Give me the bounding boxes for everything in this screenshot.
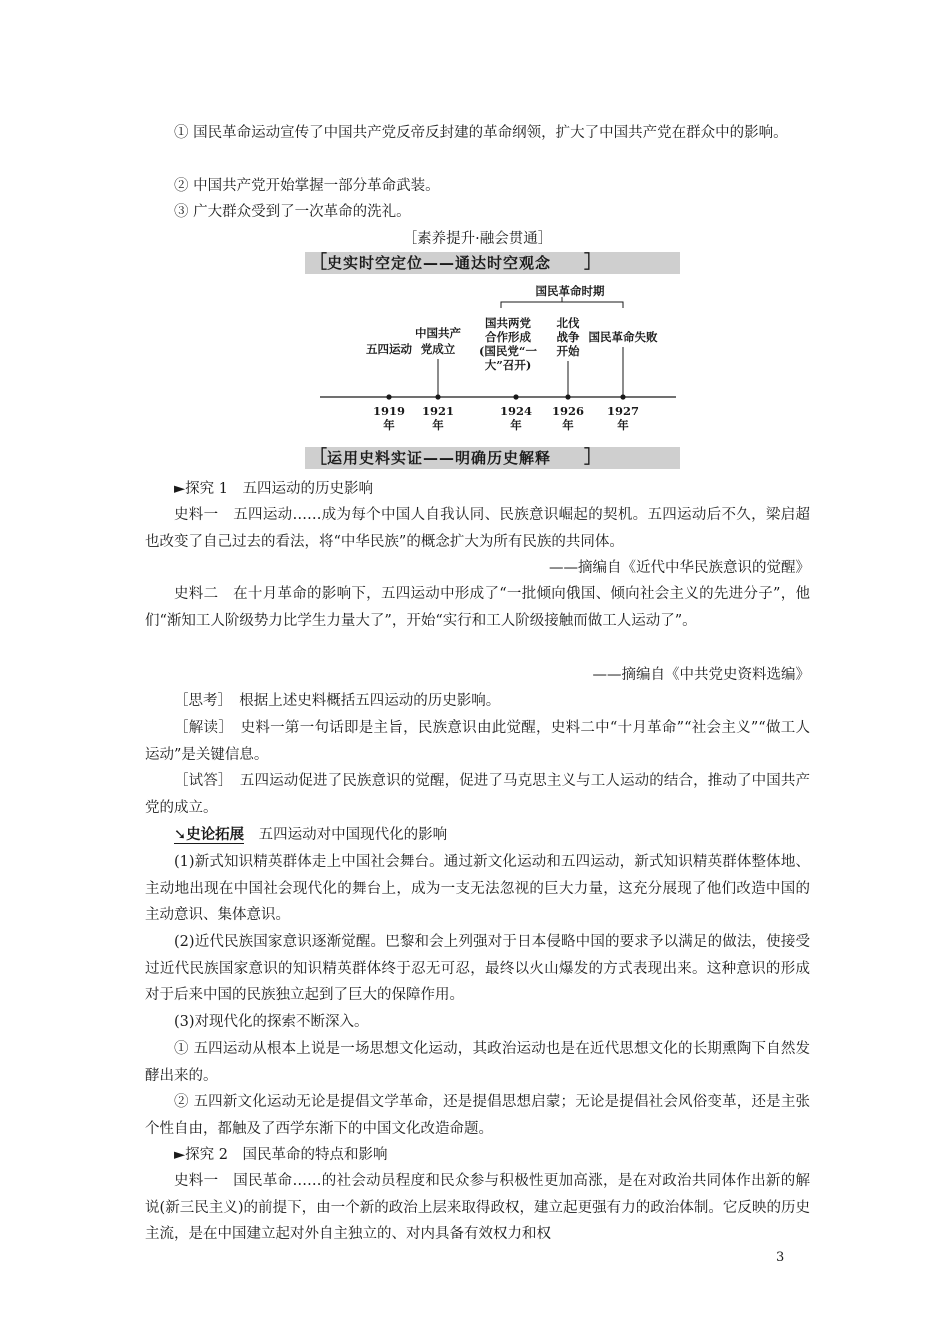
dot-1927 [620,394,625,399]
inquiry1-source1: 史料一 五四运动……成为每个中国人自我认同、民族意识崛起的契机。五四运动后不久，梁启超也改变了自己过去的看法，将“中华民族”的概念扩大为所有民族的共同体。 [145,507,810,550]
inquiry1-source2-cite: ——摘编自《中共党史资料选编》 [592,667,810,683]
event-label-1921-line1: 中国共产 [415,326,461,340]
event-label-1924-line3: (国民党“一 [478,344,538,358]
dot-1919 [386,394,391,399]
inquiry1-interpret: ［解读］ 史料一第一句话即是主旨，民族意识由此觉醒，史料二中“十月革命”“社会主义”“做工人运动”是关键信息。 [145,720,810,763]
event-label-1926-line2: 战争 [556,330,580,344]
event-label-1919: 五四运动 [366,342,412,356]
year-1921: 1921 [421,404,455,418]
intro-item-3: ③ 广大群众受到了一次革命的洗礼。 [174,204,411,220]
inquiry1-source1-cite: ——摘编自《近代中华民族意识的觉醒》 [549,560,810,576]
extension-paragraph-2: (2)近代民族国家意识逐渐觉醒。巴黎和会上列强对于日本侵略中国的要求予以满足的做法，使接受过近代民族国家意识的知识精英群体终于忍无可忍，最终以火山爆发的方式表现出来。这种意识的形成对于后来中国的民族独立起到了巨大的保障作用。 [145,934,810,1003]
timeline-diagram [318,283,678,438]
year-unit-1919: 年 [383,418,395,432]
year-unit-1921: 年 [432,418,444,432]
extension-paragraph-4: ① 五四运动从根本上说是一场思想文化运动，其政治运动也是在近代思想文化的长期熏陶下自然发酵出来的。 [145,1041,810,1084]
extension-title: 五四运动对中国现代化的影响 [258,827,448,843]
inquiry2-source1: 史料一 国民革命……的社会动员程度和民众参与积极性更加高涨，是在对政治共同体作出新的解说(新三民主义)的前提下，由一个新的政治上层来取得政权，建立起更强有力的政治体制。它反映的历史主流，是在中国建立起对外自主独立的、对内具备有效权力和权 [145,1173,810,1242]
event-label-1924-line1: 国共两党 [485,316,531,330]
extension-paragraph-3: (3)对现代化的探索不断深入。 [174,1014,369,1030]
page-number: 3 [776,1250,785,1265]
banner-right-bracket: ］ [584,252,602,273]
inquiry1-answer: ［试答］ 五四运动促进了民族意识的觉醒，促进了马克思主义与工人运动的结合，推动了中国共产党的成立。 [145,773,810,816]
banner-left-bracket: ［ [309,252,327,273]
extension-heading [145,822,810,849]
event-label-1921-line2: 党成立 [420,342,456,356]
inquiry2-title: ►探究 2 国民革命的特点和影响 [174,1147,388,1163]
year-unit-1924: 年 [510,418,522,432]
dot-1926 [565,394,570,399]
section-heading: ［素养提升·融会贯通］ [402,231,553,247]
inquiry1-think: ［思考］ 根据上述史料概括五四运动的历史影响。 [174,693,501,709]
banner-title: 运用史料实证——明确历史解释 [327,449,552,467]
dot-1921 [435,394,440,399]
event-label-1926-line1: 北伐 [556,316,580,330]
event-label-1927: 国民革命失败 [588,330,658,344]
year-1926: 1926 [551,404,585,418]
year-1919: 1919 [372,404,406,418]
year-unit-1926: 年 [562,418,574,432]
year-1924: 1924 [499,404,533,418]
year-1927: 1927 [606,404,640,418]
extension-paragraph-5: ② 五四新文化运动无论是提倡文学革命，还是提倡思想启蒙；无论是提倡社会风俗变革，还是主张个性自由，都触及了西学东渐下的中国文化改造命题。 [145,1094,810,1137]
banner-title: 史实时空定位——通达时空观念 [327,254,552,272]
extension-paragraph-1: (1)新式知识精英群体走上中国社会舞台。通过新文化运动和五四运动，新式知识精英群体整体地、主动地出现在中国社会现代化的舞台上，成为一支无法忽视的巨大力量，这充分展现了他们改造中国的主动意识、集体意识。 [145,854,810,923]
intro-item-2: ② 中国共产党开始掌握一部分革命武装。 [174,178,440,194]
inquiry1-title: ►探究 1 五四运动的历史影响 [174,481,373,497]
banner-right-bracket: ］ [584,447,602,468]
period-label: 国民革命时期 [535,284,605,298]
event-label-1924-line4: 大”召开) [484,358,532,372]
year-unit-1927: 年 [617,418,629,432]
event-label-1926-line3: 开始 [556,344,580,358]
event-label-1924-line2: 合作形成 [485,330,531,344]
intro-item-1: ① 国民革命运动宣传了中国共产党反帝反封建的革命纲领，扩大了中国共产党在群众中的影响。 [174,125,788,141]
extension-tag: ➘史论拓展 [174,827,245,843]
banner-spacetime [305,252,680,274]
banner-left-bracket: ［ [309,447,327,468]
banner-evidence [305,447,680,469]
arrow-icon: ➘ [174,827,187,843]
period-brace [501,302,623,308]
inquiry1-source2: 史料二 在十月革命的影响下，五四运动中形成了“一批倾向俄国、倾向社会主义的先进分子”，他们“渐知工人阶级势力比学生力量大了”，开始“实行和工人阶级接触而做工人运动了”。 [145,586,810,629]
dot-1924 [513,394,518,399]
